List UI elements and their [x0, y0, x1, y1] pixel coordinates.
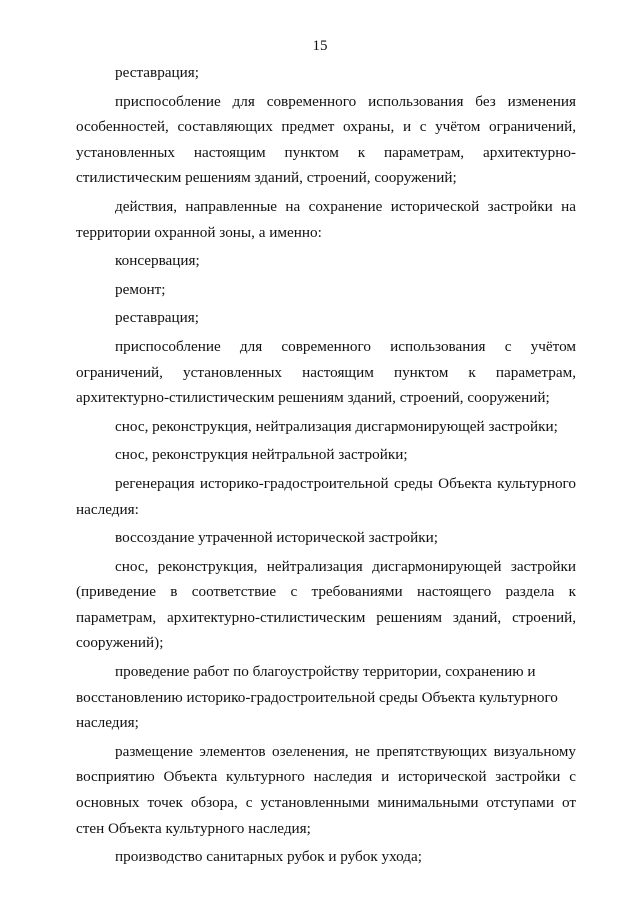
- paragraph-14: размещение элементов озеленения, не препятствующих визуальному восприятию Объекта культурного наследия и исторической застройки с основных точек обзора, с установленными минимальными отступами от стен Объекта культурного наследия;: [76, 742, 576, 837]
- paragraph-10: регенерация историко-градостроительной среды Объекта культурного наследия:: [76, 474, 576, 518]
- paragraph-2: приспособление для современного использования без изменения особенностей, составляющих предмет охраны, и с учётом ограничений, установленных настоящим пунктом к параметрам, архитектурно-стилистическим решениям зданий, строений, сооружений;: [76, 92, 576, 187]
- paragraph-1: реставрация;: [115, 64, 199, 81]
- paragraph-9: снос, реконструкция нейтральной застройки;: [115, 446, 408, 464]
- paragraph-12: снос, реконструкция, нейтрализация дисгармонирующей застройки (приведение в соответствие с требованиями настоящего раздела к параметрам, архитектурно-стилистическим решениям зданий, строений, сооружений);: [76, 557, 576, 652]
- paragraph-15: производство санитарных рубок и рубок ухода;: [115, 848, 422, 866]
- paragraph-7: приспособление для современного использования с учётом ограничений, установленных настоящим пунктом к параметрам, архитектурно-стилистическим решениям зданий, строений, сооружений;: [76, 337, 576, 407]
- paragraph-13: проведение работ по благоустройству территории, сохранению и восстановлению историко-градостроительной среды Объекта культурного наследия;: [76, 663, 558, 732]
- paragraph-3: действия, направленные на сохранение исторической застройки на территории охранной зоны, а именно:: [76, 197, 576, 241]
- paragraph-11: воссоздание утраченной исторической застройки;: [115, 529, 438, 547]
- paragraph-6: реставрация;: [115, 309, 199, 327]
- page-number: 15: [312, 38, 328, 54]
- paragraph-5: ремонт;: [115, 280, 166, 298]
- paragraph-8: снос, реконструкция, нейтрализация дисгармонирующей застройки;: [115, 417, 558, 435]
- paragraph-4: консервация;: [115, 252, 200, 270]
